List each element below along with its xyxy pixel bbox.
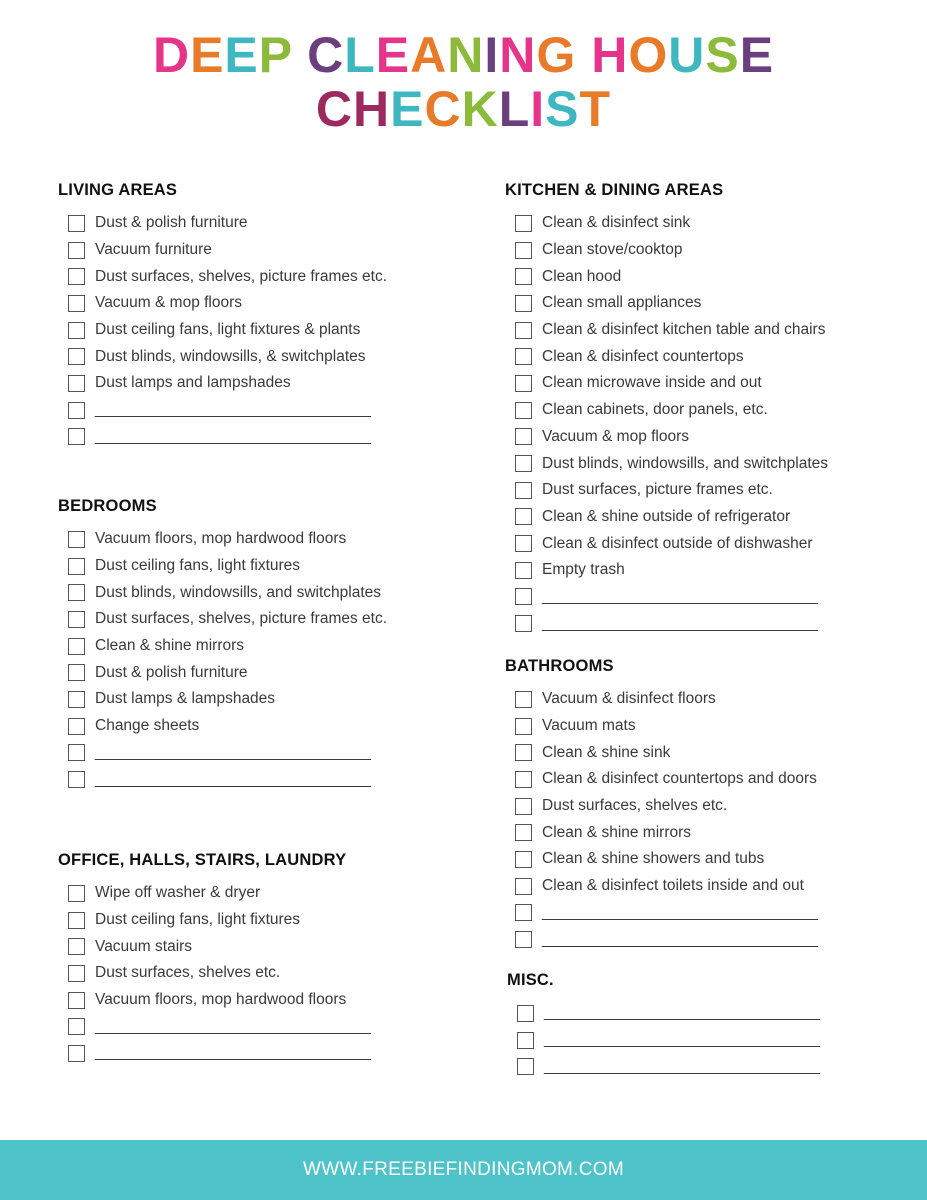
checklist-item-label: Clean small appliances (542, 294, 702, 312)
checkbox[interactable] (68, 718, 85, 735)
checklist-item (505, 584, 915, 611)
checklist-item-label: ________________________________ (95, 770, 371, 788)
checkbox[interactable] (68, 965, 85, 982)
title-line-1-letter: O (628, 27, 669, 83)
checkbox[interactable] (68, 611, 85, 628)
checkbox[interactable] (515, 215, 532, 232)
title-line-1-letter: I (484, 27, 500, 83)
checkbox[interactable] (515, 851, 532, 868)
checklist-item (505, 210, 915, 237)
checklist-item (58, 1013, 458, 1040)
checkbox[interactable] (515, 588, 532, 605)
checklist-item-label: Dust & polish furniture (95, 214, 248, 232)
checkbox[interactable] (68, 1018, 85, 1035)
checklist-item (58, 766, 458, 793)
checkbox[interactable] (68, 242, 85, 259)
checkbox[interactable] (515, 824, 532, 841)
checklist-item (505, 450, 915, 477)
checklist-item (505, 237, 915, 264)
checklist-item (505, 343, 915, 370)
title-line-1-letter: P (258, 27, 293, 83)
checklist-item (58, 740, 458, 767)
checklist-item-label: ________________________________ (544, 1031, 820, 1049)
checkbox[interactable] (515, 242, 532, 259)
title-line-2-letter: H (353, 81, 391, 137)
checkbox[interactable] (515, 508, 532, 525)
checklist-item-label: ________________________________ (542, 930, 818, 948)
checkbox[interactable] (515, 482, 532, 499)
checklist-item-label: ________________________________ (544, 1004, 820, 1022)
checklist-item-label: Vacuum stairs (95, 937, 193, 955)
page-title-line-1 (0, 27, 927, 83)
section-misc (507, 968, 917, 1080)
checklist-item (58, 210, 458, 237)
section-office-halls-stairs-laundry (58, 848, 458, 1067)
checkbox[interactable] (68, 402, 85, 419)
checklist-item (58, 933, 458, 960)
checkbox[interactable] (515, 904, 532, 921)
checklist-item (58, 579, 458, 606)
checkbox[interactable] (68, 744, 85, 761)
checkbox[interactable] (515, 375, 532, 392)
footer-url[interactable]: WWW.FREEBIEFINDINGMOM.COM (303, 1159, 624, 1180)
checklist-item-label: Dust ceiling fans, light fixtures (95, 557, 301, 575)
checkbox[interactable] (68, 992, 85, 1009)
title-line-1-letter: A (410, 27, 448, 83)
checklist-item (58, 686, 458, 713)
checklist-item-label: Clean stove/cooktop (542, 241, 683, 259)
checkbox[interactable] (515, 798, 532, 815)
checkbox[interactable] (68, 268, 85, 285)
title-line-1-letter: L (344, 27, 376, 83)
checklist-item-label: Dust & polish furniture (95, 663, 248, 681)
checklist-item-label: ________________________________ (95, 1044, 371, 1062)
checklist-item (58, 290, 458, 317)
checklist-item (505, 317, 915, 344)
checkbox[interactable] (515, 455, 532, 472)
checklist-item (58, 370, 458, 397)
title-line-1-letter: G (536, 27, 577, 83)
checklist-item-label: Dust lamps and lampshades (95, 374, 291, 392)
checklist-item (505, 686, 915, 713)
checklist-item (507, 1000, 917, 1027)
checklist-item (58, 424, 458, 451)
title-line-2-letter: C (315, 81, 354, 137)
checklist-item-label: Vacuum & disinfect floors (542, 690, 716, 708)
checklist-item-label: ________________________________ (95, 743, 371, 761)
checklist-item-label: Vacuum furniture (95, 241, 212, 259)
checklist-item (58, 263, 458, 290)
checkbox[interactable] (515, 535, 532, 552)
checkbox[interactable] (68, 1045, 85, 1062)
checklist-item (505, 713, 915, 740)
checklist-item (505, 926, 915, 953)
title-line-2-letter: T (579, 81, 612, 137)
checklist-item-label: Empty trash (542, 561, 625, 579)
checkbox[interactable] (68, 531, 85, 548)
checkbox[interactable] (515, 615, 532, 632)
checklist-item-label: Clean & disinfect toilets inside and out (542, 877, 804, 895)
checklist-item (505, 900, 915, 927)
checklist-item (58, 633, 458, 660)
checklist-item (505, 819, 915, 846)
title-line-1-letter: U (668, 27, 706, 83)
checklist-item (505, 290, 915, 317)
checklist-item-label: Clean hood (542, 267, 622, 285)
checkbox[interactable] (515, 428, 532, 445)
title-line-2-letter: I (530, 81, 546, 137)
checklist-item (58, 880, 458, 907)
checklist-item-label: Wipe off washer & dryer (95, 884, 261, 902)
checklist-item-label: Dust lamps & lampshades (95, 690, 276, 708)
title-line-1-letter: N (447, 27, 485, 83)
checklist-item-label: Dust surfaces, shelves etc. (542, 797, 728, 815)
checklist-item-label: ________________________________ (95, 401, 371, 419)
checklist-item (58, 343, 458, 370)
checklist-item-label: Change sheets (95, 717, 200, 735)
checklist-item-label: Clean & disinfect outside of dishwasher (542, 534, 813, 552)
page-title-line-2 (0, 81, 927, 137)
checklist-item-label: Clean & shine showers and tubs (542, 850, 765, 868)
checklist-item (505, 610, 915, 637)
checklist-item (58, 526, 458, 553)
title-line-1-letter: D (152, 27, 191, 83)
checklist-item (505, 504, 915, 531)
checklist-item (58, 237, 458, 264)
checklist-item (58, 960, 458, 987)
title-line-1-letter: N (499, 27, 537, 83)
checklist-item (58, 713, 458, 740)
checklist-item (505, 263, 915, 290)
checklist-item-label: ________________________________ (95, 427, 371, 445)
title-line-1-letter: H (591, 27, 629, 83)
checklist-item-label: Dust surfaces, shelves, picture frames etc. (95, 267, 388, 285)
checklist-item (505, 846, 915, 873)
checkbox[interactable] (515, 268, 532, 285)
checkbox[interactable] (68, 691, 85, 708)
checklist-item-label: Dust surfaces, picture frames etc. (542, 481, 773, 499)
checklist-item-label: Clean & disinfect countertops and doors (542, 770, 817, 788)
title-line-1-letter: E (224, 27, 259, 83)
checkbox[interactable] (515, 562, 532, 579)
section-heading: BEDROOMS (58, 497, 157, 515)
title-line-1-letter: E (375, 27, 411, 83)
checklist-item-label: Dust blinds, windowsills, and switchplates (542, 454, 829, 472)
checkbox[interactable] (517, 1005, 534, 1022)
checkbox[interactable] (68, 638, 85, 655)
section-heading: MISC. (507, 971, 554, 989)
checkbox[interactable] (517, 1058, 534, 1075)
title-line-2-letter: K (461, 81, 499, 137)
checklist-item-label: Clean microwave inside and out (542, 374, 762, 392)
checklist-item (58, 553, 458, 580)
checklist-item-label: ________________________________ (95, 1017, 371, 1035)
checkbox[interactable] (515, 322, 532, 339)
checklist-item-label: Vacuum floors, mop hardwood floors (95, 991, 347, 1009)
title-line-2-letter: S (545, 81, 580, 137)
checklist-item (505, 397, 915, 424)
checklist-item-label: ________________________________ (542, 614, 818, 632)
checkbox[interactable] (68, 912, 85, 929)
checklist-item-label: Clean & disinfect kitchen table and chairs (542, 321, 826, 339)
section-kitchen-dining-areas (505, 178, 915, 637)
checklist-item-label: Clean & shine mirrors (542, 823, 692, 841)
checklist-item-label: Clean & shine sink (542, 743, 671, 761)
title-line-1-letter: S (705, 27, 740, 83)
checkbox[interactable] (68, 771, 85, 788)
checklist-item (505, 793, 915, 820)
section-bedrooms (58, 494, 458, 793)
title-line-1-letter (292, 27, 307, 83)
checklist-item-label: Dust surfaces, shelves etc. (95, 964, 281, 982)
title-line-2-letter: E (390, 81, 425, 137)
checkbox[interactable] (68, 584, 85, 601)
checklist-item-label: Clean & disinfect sink (542, 214, 691, 232)
checklist-item (505, 424, 915, 451)
checkbox[interactable] (68, 348, 85, 365)
checklist-item (58, 659, 458, 686)
footer-bar (0, 1140, 927, 1200)
checklist-item-label: ________________________________ (542, 587, 818, 605)
checkbox[interactable] (515, 691, 532, 708)
checklist-item (505, 477, 915, 504)
section-living-areas (58, 178, 458, 450)
checkbox[interactable] (515, 878, 532, 895)
checklist-item-label: Vacuum floors, mop hardwood floors (95, 530, 347, 548)
checkbox[interactable] (68, 375, 85, 392)
checkbox[interactable] (515, 718, 532, 735)
checkbox[interactable] (515, 295, 532, 312)
checklist-item (58, 907, 458, 934)
checkbox[interactable] (68, 885, 85, 902)
checklist-item (505, 766, 915, 793)
checklist-item-label: ________________________________ (542, 903, 818, 921)
title-line-1-letter: E (190, 27, 225, 83)
checklist-item-label: Clean & shine mirrors (95, 637, 245, 655)
checkbox[interactable] (515, 348, 532, 365)
section-heading: OFFICE, HALLS, STAIRS, LAUNDRY (58, 851, 347, 869)
section-heading: KITCHEN & DINING AREAS (505, 181, 724, 199)
checklist-item (58, 317, 458, 344)
checklist-item (505, 530, 915, 557)
checkbox[interactable] (515, 771, 532, 788)
checkbox[interactable] (68, 322, 85, 339)
checklist-item-label: Dust ceiling fans, light fixtures (95, 911, 301, 929)
checklist-item (58, 987, 458, 1014)
checkbox[interactable] (517, 1032, 534, 1049)
title-line-1-letter: E (739, 27, 775, 83)
checklist-item-label: Vacuum mats (542, 717, 636, 735)
title-line-1-letter (576, 27, 591, 83)
checklist-item (507, 1053, 917, 1080)
checklist-item-label: Dust ceiling fans, light fixtures & plants (95, 321, 361, 339)
checkbox[interactable] (68, 664, 85, 681)
title-line-2-letter: L (498, 81, 531, 137)
checklist-item (507, 1027, 917, 1054)
checklist-item-label: Dust surfaces, shelves, picture frames etc. (95, 610, 388, 628)
checklist-item-label: Vacuum & mop floors (95, 294, 243, 312)
checkbox[interactable] (68, 295, 85, 312)
checklist-item (58, 397, 458, 424)
checkbox[interactable] (68, 215, 85, 232)
checklist-item (505, 739, 915, 766)
section-heading: BATHROOMS (505, 657, 614, 675)
title-line-2-letter: C (424, 81, 462, 137)
checklist-item-label: Dust blinds, windowsills, and switchplates (95, 583, 382, 601)
section-heading: LIVING AREAS (58, 181, 178, 199)
checklist-item (505, 370, 915, 397)
checklist-item-label: Vacuum & mop floors (542, 427, 690, 445)
checkbox[interactable] (515, 402, 532, 419)
checkbox[interactable] (68, 558, 85, 575)
checkbox[interactable] (515, 931, 532, 948)
title-line-1-letter: C (307, 27, 345, 83)
checklist-item-label: Clean cabinets, door panels, etc. (542, 401, 768, 419)
checklist-item (58, 1040, 458, 1067)
checklist-item-label: Clean & shine outside of refrigerator (542, 507, 791, 525)
checkbox[interactable] (515, 744, 532, 761)
checklist-item-label: ________________________________ (544, 1057, 820, 1075)
checklist-item-label: Dust blinds, windowsills, & switchplates (95, 347, 366, 365)
checklist-item-label: Clean & disinfect countertops (542, 347, 744, 365)
checklist-item (505, 557, 915, 584)
checkbox[interactable] (68, 428, 85, 445)
checkbox[interactable] (68, 938, 85, 955)
checklist-item (58, 606, 458, 633)
checklist-item (505, 873, 915, 900)
section-bathrooms (505, 654, 915, 953)
